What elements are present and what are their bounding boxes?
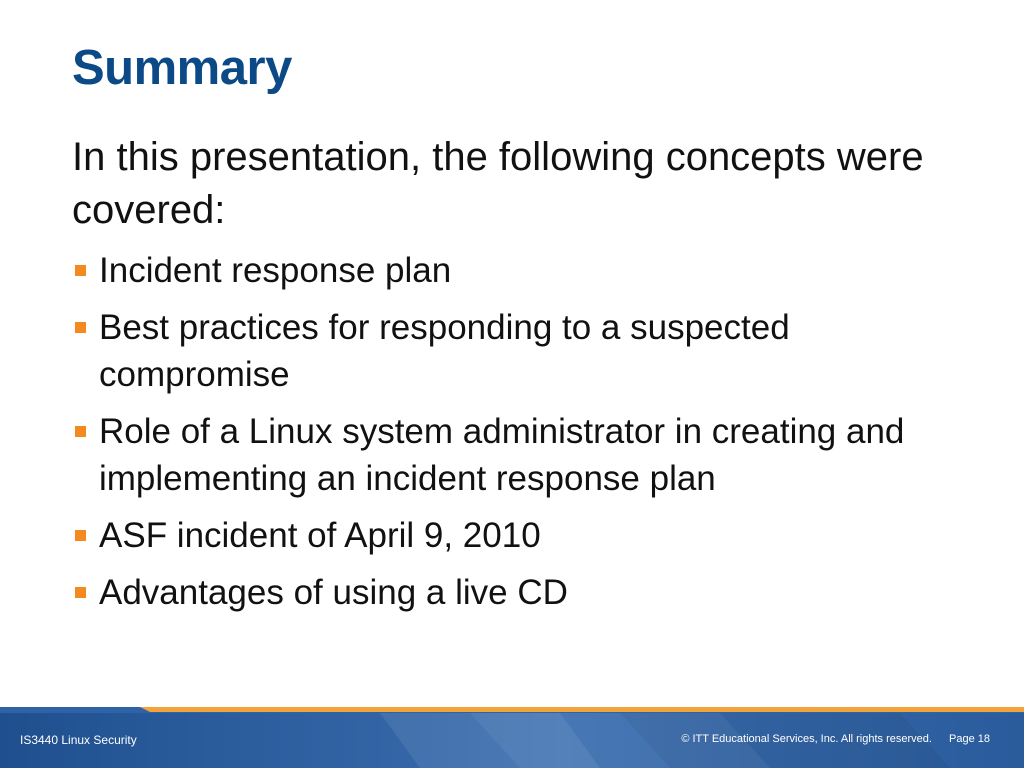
bullet-text: Incident response plan	[99, 251, 452, 290]
bullet-square-icon	[75, 530, 86, 541]
bullet-square-icon	[75, 426, 86, 437]
bullet-text: Best practices for responding to a suspected compromise	[99, 308, 790, 394]
bullet-item	[72, 569, 972, 616]
bullet-square-icon	[75, 322, 86, 333]
bullet-text: ASF incident of April 9, 2010	[99, 516, 541, 555]
footer-right-text	[681, 733, 990, 745]
bullet-text: Role of a Linux system administrator in creating and implementing an incident response plan	[99, 412, 905, 498]
bullet-item	[72, 512, 972, 559]
bullet-item	[72, 247, 972, 294]
footer-bar	[0, 707, 1024, 768]
slide-title: Summary	[72, 41, 292, 95]
footer-page-number: Page 18	[949, 733, 990, 745]
bullet-list	[72, 247, 972, 626]
footer-copyright: © ITT Educational Services, Inc. All rights reserved.	[681, 733, 932, 745]
bullet-item	[72, 304, 972, 398]
intro-text: In this presentation, the following concepts were covered:	[72, 135, 924, 232]
footer-course-name: IS3440 Linux Security	[20, 733, 137, 747]
bullet-item	[72, 408, 972, 502]
bullet-square-icon	[75, 265, 86, 276]
bullet-square-icon	[75, 587, 86, 598]
bullet-text: Advantages of using a live CD	[99, 573, 568, 612]
